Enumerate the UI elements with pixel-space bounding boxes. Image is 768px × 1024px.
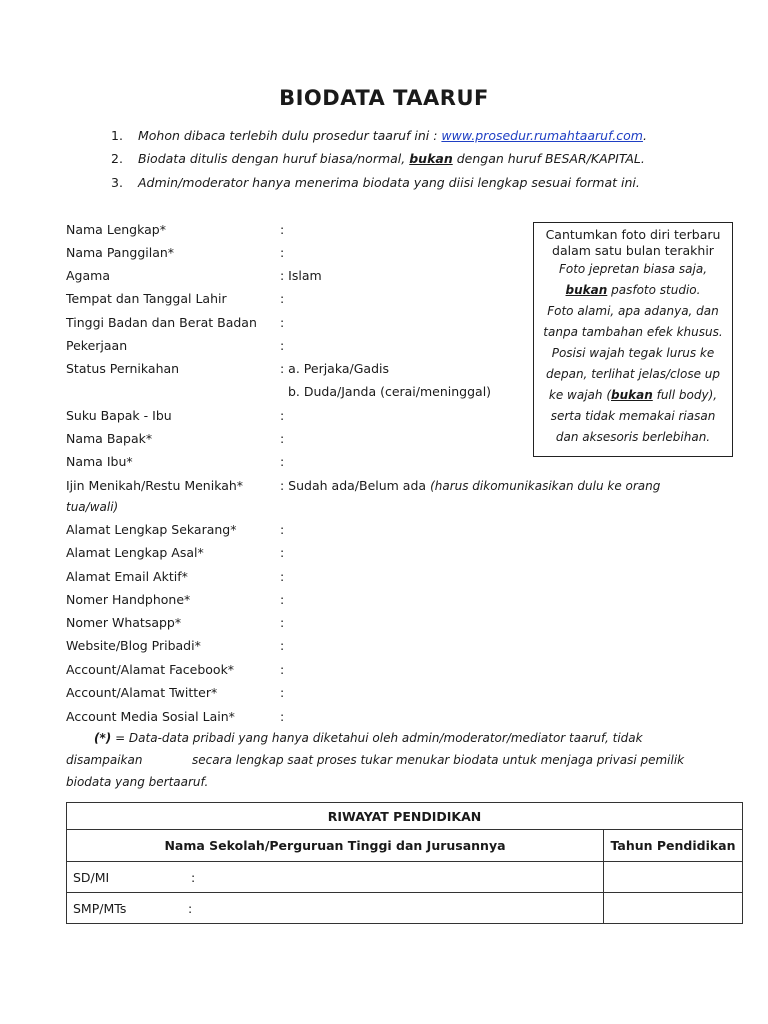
field-value[interactable]: : — [280, 408, 285, 423]
school-cell[interactable] — [67, 862, 604, 893]
field-value[interactable]: : — [280, 338, 285, 353]
field-note: (harus dikomunikasikan dulu ke orang — [430, 479, 661, 493]
photo-box[interactable] — [533, 222, 733, 457]
field-label: Account Media Sosial Lain* — [66, 709, 235, 724]
photo-instruction: depan, terlihat jelas/close up — [545, 367, 721, 381]
field-value[interactable]: : — [280, 569, 285, 584]
emphasis-text: bukan — [565, 283, 608, 297]
photo-instruction: tanpa tambahan efek khusus. — [543, 325, 723, 339]
photo-instruction — [534, 280, 732, 301]
note-text: = Data-data pribadi yang hanya diketahui oleh admin/moderator/mediator taaruf, tidak — [111, 731, 643, 745]
table-row — [67, 893, 743, 924]
photo-instruction: serta tidak memakai riasan — [550, 409, 716, 423]
emphasis-text: bukan — [611, 388, 653, 402]
year-cell[interactable] — [604, 862, 743, 893]
field-label: Nama Bapak* — [66, 431, 153, 446]
note-line — [66, 727, 686, 749]
education-title: RIWAYAT PENDIDIKAN — [67, 803, 743, 830]
note-marker: (*) — [94, 731, 112, 745]
field-value[interactable]: : a. Perjaka/Gadis — [280, 361, 390, 376]
level-label: SMP/MTs — [73, 900, 127, 916]
field-value[interactable]: : — [280, 545, 285, 560]
photo-instruction-text: pasfoto studio. — [607, 283, 701, 297]
page-title: BIODATA TAARUF — [279, 86, 489, 110]
instruction-number: 2. — [111, 151, 123, 166]
field-label: Nomer Whatsapp* — [66, 615, 182, 630]
school-cell[interactable] — [67, 893, 604, 924]
note-line: biodata yang bertaaruf. — [66, 775, 209, 789]
field-label: Tinggi Badan dan Berat Badan — [66, 315, 257, 330]
field-label: Alamat Email Aktif* — [66, 569, 188, 584]
photo-instruction — [534, 385, 732, 406]
field-value-text: : Sudah ada/Belum ada — [280, 478, 427, 493]
field-value[interactable]: : — [280, 685, 285, 700]
field-label: Agama — [66, 268, 110, 283]
field-label: Pekerjaan — [66, 338, 128, 353]
field-value[interactable]: : Islam — [280, 268, 322, 283]
instruction-1 — [111, 128, 731, 143]
field-label: Ijin Menikah/Restu Menikah* — [66, 478, 244, 493]
field-value[interactable]: : — [280, 431, 285, 446]
photo-instruction-text: full body), — [652, 388, 718, 402]
column-header-year: Tahun Pendidikan — [604, 830, 743, 862]
level-colon: : — [188, 900, 193, 916]
instruction-3 — [111, 175, 731, 190]
field-value[interactable]: : — [280, 709, 285, 724]
field-label: Account/Alamat Facebook* — [66, 662, 235, 677]
photo-instruction: Foto jepretan biasa saja, — [558, 262, 708, 276]
photo-instruction: Foto alami, apa adanya, dan — [547, 304, 719, 318]
level-colon: : — [191, 869, 196, 885]
field-label: Alamat Lengkap Asal* — [66, 545, 204, 560]
procedure-link[interactable]: www.prosedur.rumahtaaruf.com — [441, 128, 643, 143]
emphasis-text: bukan — [409, 151, 453, 166]
photo-instruction-text: ke wajah ( — [548, 388, 612, 402]
photo-instruction: Posisi wajah tegak lurus ke — [551, 346, 715, 360]
privacy-note — [66, 727, 686, 793]
level-label: SD/MI — [73, 869, 110, 885]
photo-header: dalam satu bulan terakhir — [552, 243, 714, 258]
field-label: Nama Panggilan* — [66, 245, 175, 260]
instruction-2 — [111, 151, 731, 166]
instruction-text: dengan huruf BESAR/KAPITAL. — [452, 151, 645, 166]
field-label: Website/Blog Pribadi* — [66, 638, 201, 653]
field-label: Alamat Lengkap Sekarang* — [66, 522, 237, 537]
instruction-text: Biodata ditulis dengan huruf biasa/normal, — [138, 151, 410, 166]
instruction-end: . — [642, 128, 647, 143]
instruction-number: 1. — [111, 128, 123, 143]
field-label: Suku Bapak - Ibu — [66, 408, 172, 423]
year-cell[interactable] — [604, 893, 743, 924]
field-label: Tempat dan Tanggal Lahir — [66, 291, 227, 306]
field-value[interactable] — [280, 478, 660, 493]
education-table — [66, 802, 743, 924]
field-value[interactable]: : — [280, 245, 285, 260]
table-row — [67, 862, 743, 893]
photo-header: Cantumkan foto diri terbaru — [545, 227, 721, 242]
field-label: Nama Ibu* — [66, 454, 133, 469]
column-header-school: Nama Sekolah/Perguruan Tinggi dan Jurusannya — [67, 830, 604, 862]
field-label: Nomer Handphone* — [66, 592, 191, 607]
field-value[interactable]: : — [280, 638, 285, 653]
field-value[interactable]: : — [280, 454, 285, 469]
instruction-text: Admin/moderator hanya menerima biodata yang diisi lengkap sesuai format ini. — [138, 175, 640, 190]
note-line: disampaikan secara lengkap saat proses tukar menukar biodata untuk menjaga privasi pemilik — [66, 753, 685, 767]
field-label: Account/Alamat Twitter* — [66, 685, 218, 700]
instruction-text: Mohon dibaca terlebih dulu prosedur taaruf ini : — [138, 128, 442, 143]
field-value[interactable]: : — [280, 291, 285, 306]
field-value[interactable]: : — [280, 315, 285, 330]
field-label: Nama Lengkap* — [66, 222, 166, 237]
field-value[interactable]: : — [280, 592, 285, 607]
field-value[interactable]: : — [280, 615, 285, 630]
field-value[interactable]: b. Duda/Janda (cerai/meninggal) — [288, 384, 492, 399]
field-value[interactable]: : — [280, 222, 285, 237]
instruction-number: 3. — [111, 175, 123, 190]
field-note: tua/wali) — [66, 500, 119, 514]
field-label: Status Pernikahan — [66, 361, 180, 376]
photo-instruction: dan aksesoris berlebihan. — [555, 430, 711, 444]
field-value[interactable]: : — [280, 522, 285, 537]
field-value[interactable]: : — [280, 662, 285, 677]
